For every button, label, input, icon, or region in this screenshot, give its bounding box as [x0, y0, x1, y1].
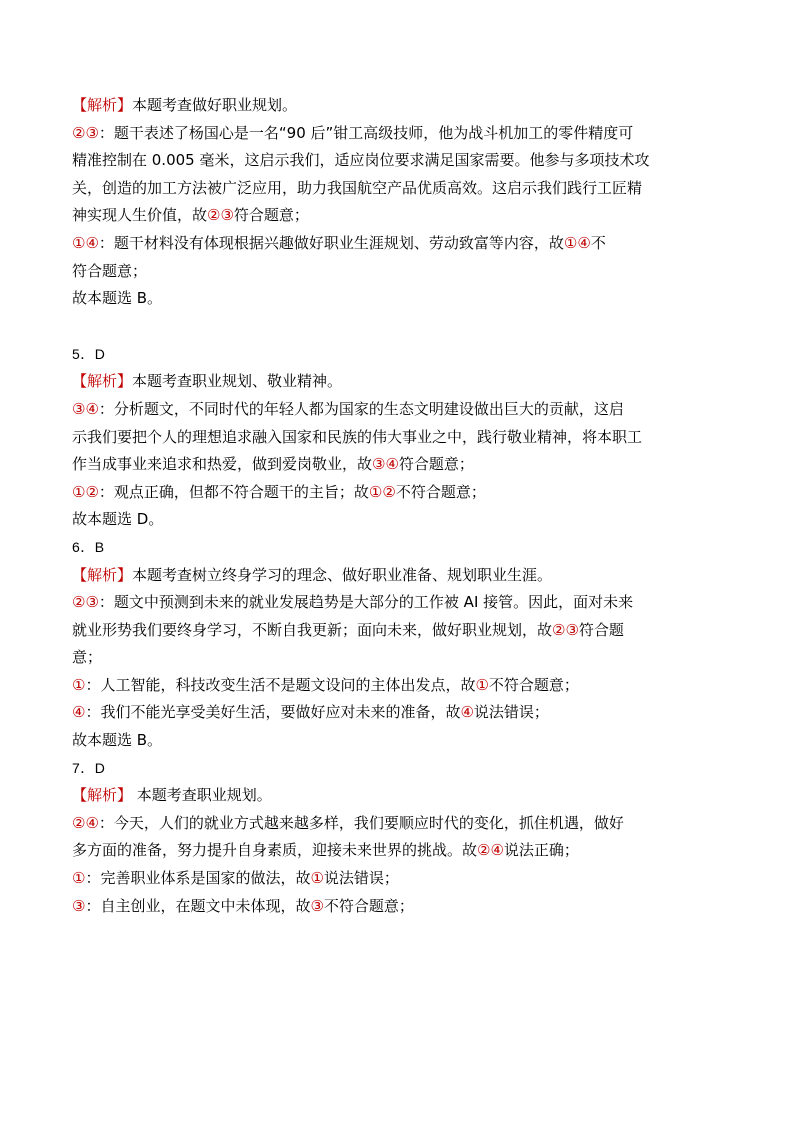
- q4-p2-line: [72, 230, 722, 258]
- paragraph-text: ：题干材料没有体现根据兴趣做好职业生涯规划、劳动致富等内容，故: [98, 233, 564, 252]
- paragraph-text: 意；: [72, 648, 103, 667]
- analysis-tag: 【解析】: [72, 786, 133, 805]
- question-number: 5．D: [72, 345, 106, 362]
- option-marks: ③: [310, 896, 324, 915]
- option-marks: ④: [72, 703, 86, 722]
- q6-analysis: [72, 534, 722, 755]
- paragraph-text: 关，创造的加工方法被广泛应用，助力我国航空产品优质高效。这启示我们践行工匠精: [72, 178, 643, 197]
- paragraph-text: 不: [590, 233, 606, 252]
- paragraph-text: 说法错误；: [473, 703, 549, 722]
- option-marks: ①: [475, 675, 489, 694]
- q6-p2-line: [72, 672, 722, 700]
- paragraph-text: 示我们要把个人的理想追求融入国家和民族的伟大事业之中，践行敬业精神，将本职工: [72, 427, 643, 446]
- paragraph-text: 就业形势我们要终身学习，不断自我更新；面向未来，做好职业规划，故: [72, 620, 553, 639]
- option-marks: ④: [460, 703, 474, 722]
- q5-conclusion: [72, 506, 722, 534]
- question-number: 7．D: [72, 759, 106, 776]
- paragraph-text: 不符合题意；: [488, 675, 579, 694]
- conclusion-text: 故本题选 B。: [72, 289, 163, 308]
- q5-p2-line: [72, 479, 722, 507]
- q6-p1-line: [72, 617, 722, 645]
- q6-p1-line: [72, 589, 722, 617]
- analysis-intro: 本题考查职业规划、敬业精神。: [132, 372, 343, 391]
- q4-conclusion: [72, 285, 722, 313]
- q7-p2-line: [72, 865, 722, 893]
- paragraph-text: ：完善职业体系是国家的做法，故: [85, 869, 311, 888]
- paragraph-text: 精准控制在 0.005 毫米，这启示我们，适应岗位要求满足国家需要。他参与多项技术攻: [72, 151, 650, 170]
- paragraph-text: 多方面的准备，努力提升自身素质，迎接未来世界的挑战。故: [72, 841, 478, 860]
- question-number: 6．B: [72, 538, 105, 555]
- option-marks: ①②: [368, 482, 396, 501]
- conclusion-text: 故本题选 D。: [72, 510, 164, 529]
- q4-p1-line: [72, 147, 722, 175]
- q7-p1-line: [72, 837, 722, 865]
- option-marks: ②③: [552, 620, 579, 639]
- option-marks: ③④: [372, 455, 399, 474]
- q7-analysis: [72, 755, 722, 921]
- paragraph-text: 符合题意；: [72, 261, 148, 280]
- paragraph-text: ：人工智能，科技改变生活不是题文设问的主体出发点，故: [85, 675, 476, 694]
- option-marks: ②③: [207, 206, 234, 225]
- q6-p3-line: [72, 699, 722, 727]
- q5-intro-line: [72, 368, 722, 396]
- q6-p1-line: [72, 644, 722, 672]
- paragraph-text: ：题文中预测到未来的就业发展趋势是大部分的工作被 AI 接管。因此，面对未来: [98, 593, 634, 612]
- paragraph-text: ：今天，人们的就业方式越来越多样，我们要顺应时代的变化，抓住机遇，做好: [98, 813, 624, 832]
- q4-p1-line: [72, 175, 722, 203]
- analysis-intro: 本题考查做好职业规划。: [132, 96, 298, 114]
- paragraph-text: ：自主创业，在题文中未体现，故: [85, 896, 311, 915]
- q6-conclusion: [72, 727, 722, 755]
- analysis-tag: 【解析】: [72, 372, 133, 391]
- analysis-intro: 本题考查职业规划。: [132, 786, 272, 805]
- q7-intro-line: [72, 782, 722, 810]
- q6-intro-line: [72, 562, 722, 590]
- q5-p1-line: [72, 451, 722, 479]
- paragraph-text: ：我们不能光享受美好生活，要做好应对未来的准备，故: [85, 703, 461, 722]
- option-marks: ①④: [563, 233, 591, 252]
- option-marks: ②④: [72, 813, 99, 832]
- option-marks: ②③: [72, 593, 99, 612]
- conclusion-text: 故本题选 B。: [72, 731, 163, 750]
- q5-p1-line: [72, 424, 722, 452]
- q4-p2-line: [72, 258, 722, 286]
- analysis-intro: 本题考查树立终身学习的理念、做好职业准备、规划职业生涯。: [132, 565, 553, 584]
- q4-analysis: [72, 92, 722, 313]
- paragraph-text: ：观点正确，但都不符合题干的主旨；故: [98, 482, 369, 501]
- option-marks: ①: [310, 869, 324, 888]
- q7-p1-line: [72, 810, 722, 838]
- paragraph-text: 符合题意；: [233, 206, 309, 225]
- analysis-tag: 【解析】: [72, 565, 133, 584]
- q5-p1-line: [72, 396, 722, 424]
- paragraph-text: 符合题: [578, 620, 624, 639]
- option-marks: ③: [72, 896, 86, 915]
- document-page: [72, 92, 722, 920]
- q4-p1-line: [72, 120, 722, 148]
- option-marks: ③④: [72, 399, 99, 418]
- q4-p1-line: [72, 202, 722, 230]
- paragraph-text: 不符合题意；: [323, 896, 414, 915]
- option-marks: ①④: [72, 233, 99, 252]
- q4-intro-line: [72, 92, 722, 120]
- paragraph-text: 说法错误；: [323, 869, 399, 888]
- analysis-tag: 【解析】: [72, 96, 133, 114]
- section-spacer: [72, 313, 722, 341]
- paragraph-text: 说法正确；: [503, 841, 579, 860]
- option-marks: ①: [72, 869, 86, 888]
- paragraph-text: 不符合题意；: [395, 482, 486, 501]
- q5-analysis: [72, 341, 722, 534]
- q7-p3-line: [72, 893, 722, 921]
- paragraph-text: ：题干表述了杨国心是一名“90 后”钳工高级技师，他为战斗机加工的零件精度可: [98, 123, 634, 142]
- option-marks: ①②: [72, 482, 99, 501]
- option-marks: ②③: [72, 123, 99, 142]
- paragraph-text: 符合题意；: [398, 455, 474, 474]
- paragraph-text: 作当成事业来追求和热爱，做到爱岗敬业，故: [72, 455, 373, 474]
- paragraph-text: 神实现人生价值，故: [72, 206, 208, 225]
- paragraph-text: ：分析题文，不同时代的年轻人都为国家的生态文明建设做出巨大的贡献，这启: [98, 399, 624, 418]
- option-marks: ②④: [477, 841, 504, 860]
- option-marks: ①: [72, 675, 86, 694]
